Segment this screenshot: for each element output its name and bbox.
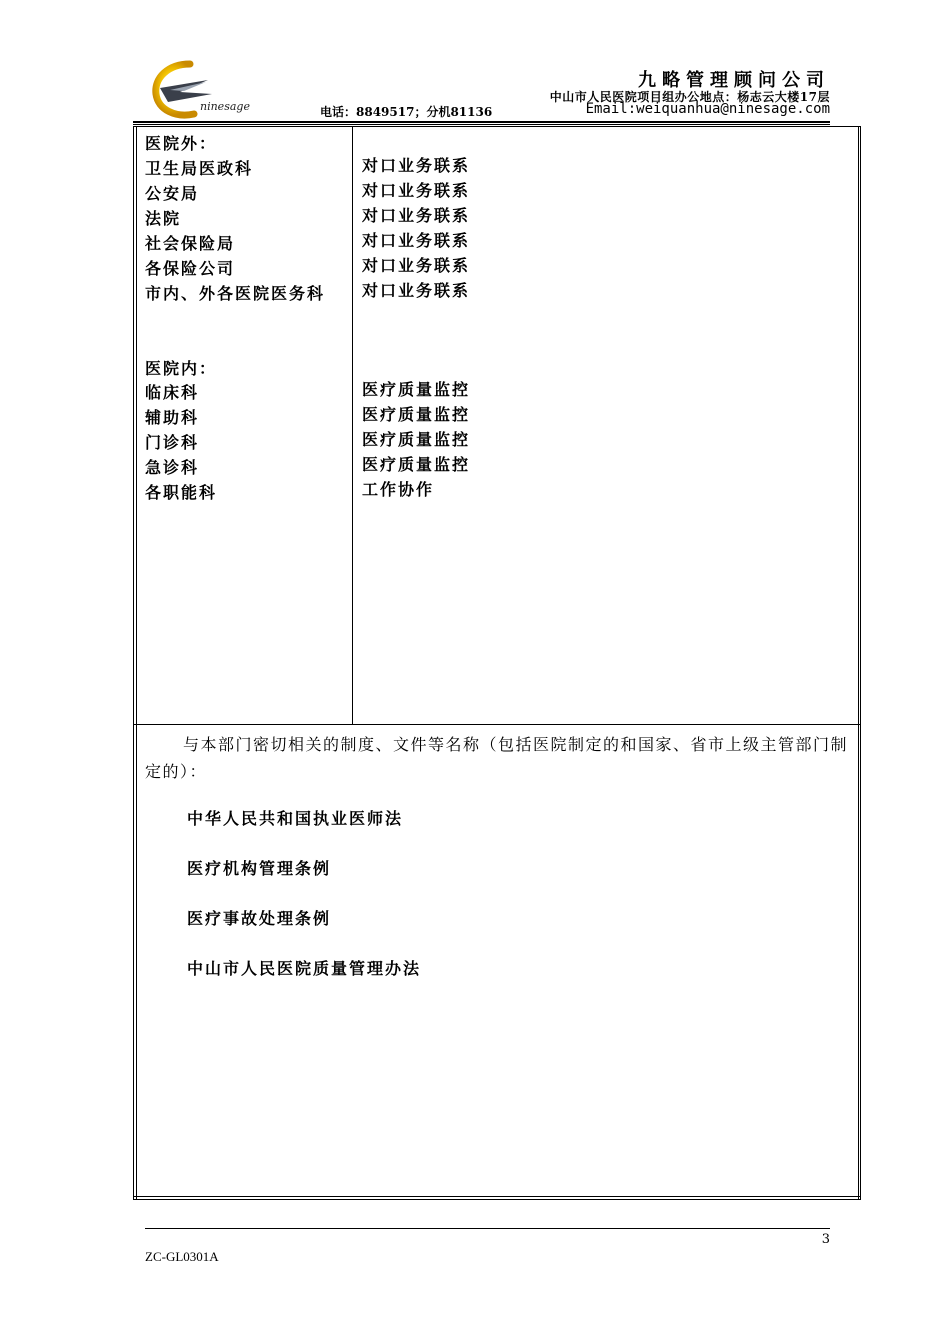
- outside-heading: 医院外：: [145, 134, 218, 153]
- frame-double-line-right: [858, 126, 859, 1200]
- inside-relation: 医疗质量监控: [362, 405, 471, 424]
- inside-relation: 医疗质量监控: [362, 380, 471, 399]
- outside-relation: 对口业务联系: [362, 156, 471, 175]
- outside-relation: 对口业务联系: [362, 231, 471, 250]
- outside-relation: 对口业务联系: [362, 281, 471, 300]
- outside-unit: 公安局: [145, 184, 200, 203]
- frame-double-line-left: [136, 126, 137, 1200]
- outside-unit: 法院: [145, 209, 182, 228]
- logo-wordmark: ninesage: [200, 100, 250, 113]
- inside-heading: 医院内：: [145, 359, 218, 378]
- email-address: Email:weiquanhua@ninesage.com: [585, 101, 830, 117]
- inside-unit: 各职能科: [145, 483, 218, 502]
- inside-relation: 医疗质量监控: [362, 430, 471, 449]
- page-number: 3: [821, 1232, 830, 1247]
- office-address: 中山市人民医院项目组办公地点：杨志云大楼17层: [549, 90, 830, 104]
- column-divider: [352, 126, 353, 724]
- inside-relation: 工作协作: [362, 480, 435, 499]
- outside-unit: 各保险公司: [145, 259, 236, 278]
- header-rule: [133, 121, 830, 123]
- outside-relation: 对口业务联系: [362, 181, 471, 200]
- inside-unit: 辅助科: [145, 408, 200, 427]
- outside-relation: 对口业务联系: [362, 206, 471, 225]
- phone-number: 电话：8849517；分机81136: [320, 105, 493, 119]
- footer-rule: [145, 1228, 830, 1229]
- header-rule-thin: [133, 124, 830, 125]
- row-divider: [133, 724, 861, 725]
- regulation-item: 医疗机构管理条例: [187, 859, 332, 878]
- regulation-item: 医疗事故处理条例: [187, 909, 332, 928]
- regulation-item: 中山市人民医院质量管理办法: [187, 959, 422, 978]
- outside-unit: 市内、外各医院医务科: [145, 284, 326, 303]
- inside-relation: 医疗质量监控: [362, 455, 471, 474]
- outside-relation: 对口业务联系: [362, 256, 471, 275]
- regulation-item: 中华人民共和国执业医师法: [187, 809, 404, 828]
- inside-unit: 临床科: [145, 383, 200, 402]
- ninesage-logo: [150, 58, 265, 120]
- frame-double-line-bottom: [133, 1196, 861, 1197]
- document-code: ZC-GL0301A: [145, 1249, 219, 1264]
- company-name: 九略管理顾问公司: [638, 70, 830, 91]
- regulations-intro: 与本部门密切相关的制度、文件等名称（包括医院制定的和国家、省市上级主管部门制定的）：: [145, 735, 849, 781]
- inside-unit: 急诊科: [145, 458, 200, 477]
- inside-unit: 门诊科: [145, 433, 200, 452]
- outside-unit: 卫生局医政科: [145, 159, 254, 178]
- outside-unit: 社会保险局: [145, 234, 236, 253]
